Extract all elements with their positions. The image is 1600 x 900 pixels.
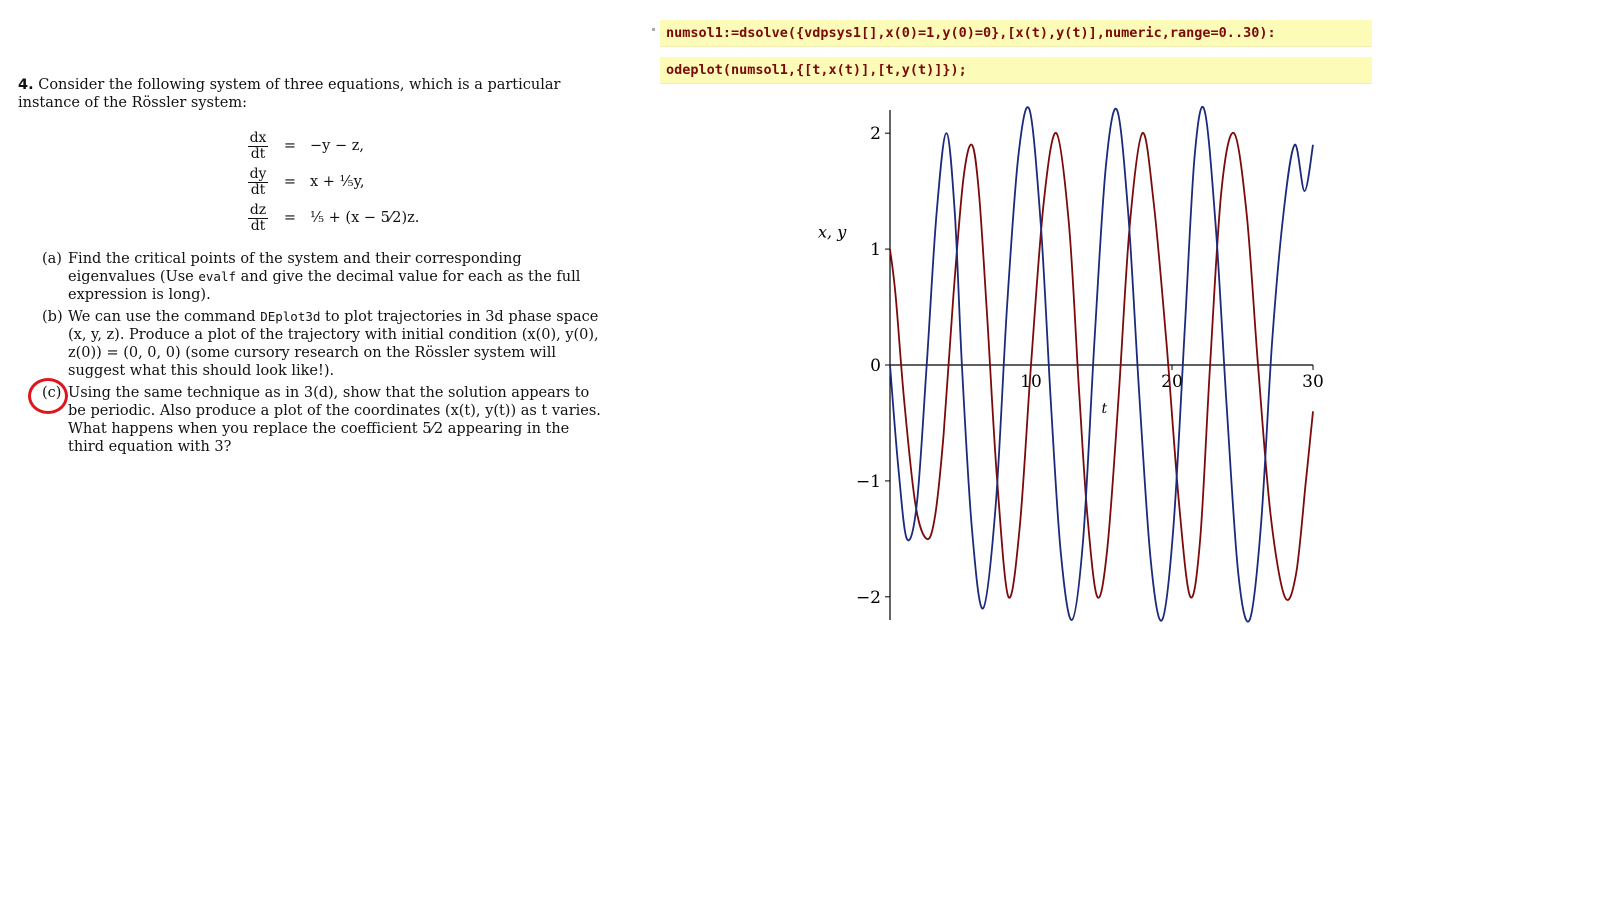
question-parts (18, 250, 608, 456)
x-tick-label: 20 (1161, 372, 1183, 392)
part-text (68, 308, 608, 380)
y-tick-label: −2 (855, 587, 881, 608)
maple-input-line[interactable] (660, 20, 1372, 47)
question-intro (18, 76, 608, 112)
part-text (68, 250, 608, 304)
equation-rhs: −y − z, (310, 138, 364, 154)
part-label: (a) (42, 251, 62, 267)
x-tick-label: 30 (1302, 372, 1324, 392)
red-circle-annotation (28, 378, 68, 414)
code-term: DEplot3d (260, 309, 321, 324)
part-text-before: Find the critical points of the system and their corresponding eigenvalues (Use (68, 251, 522, 285)
series-line-2 (890, 107, 1313, 622)
odeplot-chart (810, 100, 1330, 630)
derivative-denominator: dt (250, 181, 266, 198)
part-a (42, 250, 608, 304)
equation-system (246, 128, 608, 236)
equation-rhs: ⅕ + (x − 5⁄2)z. (310, 210, 420, 226)
derivative (246, 167, 270, 198)
x-tick-label: 10 (1020, 372, 1042, 392)
y-tick-label: 1 (870, 240, 881, 261)
part-text-before: Using the same technique as in 3(d), show that the solution appears to be periodic. Also produce a plot of the coordinates (x(t), y(t)) as t varies. What happens when you replace the coefficient 5⁄2 appearing in the third equation with 3? (68, 385, 601, 455)
derivative-numerator: dy (249, 165, 267, 182)
equals-sign: = (283, 138, 297, 154)
maple-worksheet (660, 20, 1372, 94)
part-label: (c) (42, 385, 62, 401)
equals-sign: = (283, 174, 297, 190)
maple-input-line[interactable] (660, 57, 1372, 84)
question-number: 4. (18, 77, 34, 93)
part-b (42, 308, 608, 380)
equals-sign: = (283, 210, 297, 226)
y-tick-label: 0 (870, 356, 881, 376)
part-text-before: We can use the command (68, 309, 261, 325)
code-term: evalf (198, 269, 237, 284)
equation-rhs: x + ⅕y, (310, 174, 365, 190)
chart-series (890, 107, 1313, 622)
equation-row (246, 200, 608, 236)
y-tick-label: −1 (855, 471, 881, 492)
derivative (246, 203, 270, 234)
question-intro-text: Consider the following system of three equations, which is a particular instance of the Rössler system: (18, 77, 561, 111)
maple-command[interactable]: numsol1:=dsolve({vdpsys1[],x(0)=1,y(0)=0},[x(t),y(t)],numeric,range=0..30): (666, 25, 1276, 41)
maple-command[interactable]: odeplot(numsol1,{[t,x(t)],[t,y(t)]}); (666, 62, 967, 78)
derivative-numerator: dx (249, 129, 267, 146)
equation-row (246, 128, 608, 164)
part-text-after: to plot trajectories in 3d phase space (x, y, z). Produce a plot of the trajectory with initial condition (x(0), y(0), z(0)) = (0, 0, 0) (some cursory research on the Rössler system will suggest what this should look like!). (68, 309, 599, 379)
derivative-numerator: dz (249, 201, 267, 218)
execution-group-marker (652, 28, 655, 31)
y-axis-label: x, y (818, 222, 847, 242)
part-text-after: and give the decimal value for each as the full expression is long). (68, 269, 581, 303)
equation-row (246, 164, 608, 200)
derivative-denominator: dt (250, 145, 266, 162)
part-label: (b) (42, 309, 63, 325)
derivative-denominator: dt (250, 217, 266, 234)
part-c (42, 384, 608, 456)
problem-document (18, 76, 608, 460)
x-axis-label: t (1101, 401, 1108, 417)
y-tick-label: 2 (870, 124, 881, 145)
derivative (246, 131, 270, 162)
part-text (68, 384, 608, 456)
chart-axes (818, 110, 1324, 620)
